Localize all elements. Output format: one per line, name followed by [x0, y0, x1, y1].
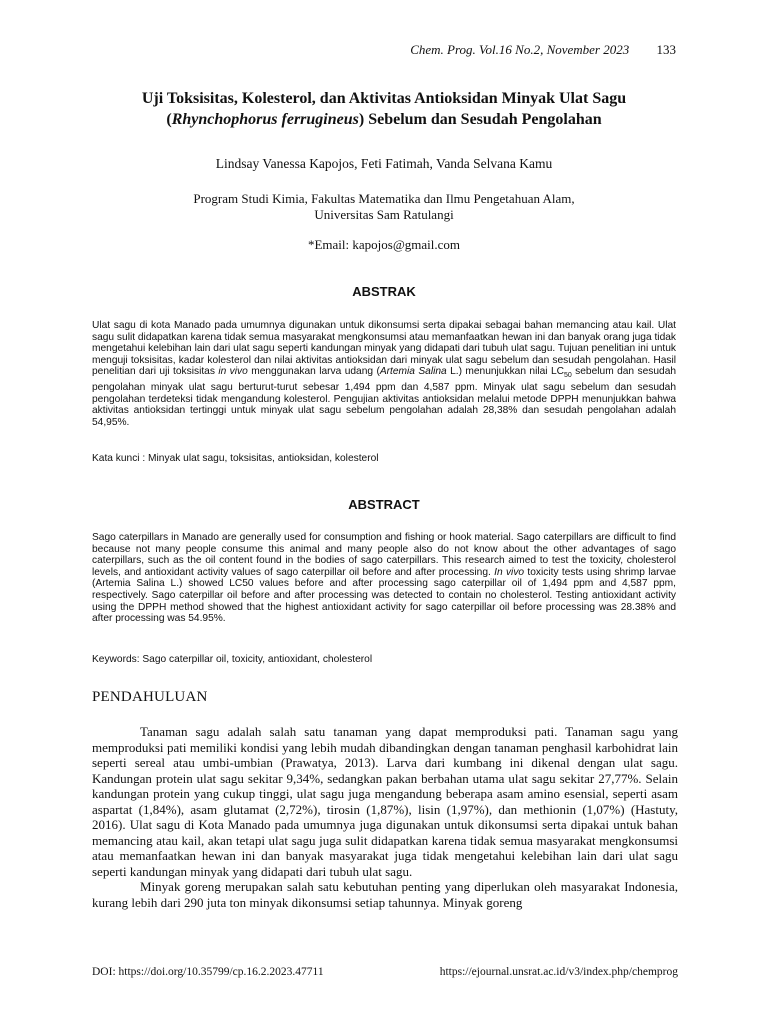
abstrak-heading: ABSTRAK: [352, 284, 416, 299]
journal-url-link[interactable]: https://ejournal.unsrat.ac.id/v3/index.php/chemprog: [439, 966, 678, 978]
abstract-keywords: Keywords: Sago caterpillar oil, toxicity, antioxidant, cholesterol: [92, 654, 373, 665]
pendahuluan-body: [92, 724, 678, 910]
title-line-2: [60, 109, 708, 130]
abstrak-keywords: Kata kunci : Minyak ulat sagu, toksisitas, antioksidan, kolesterol: [92, 453, 379, 464]
corresponding-email: *Email: kapojos@gmail.com: [307, 237, 461, 252]
title-paren: (: [166, 111, 172, 128]
abstract-body: [92, 532, 676, 625]
pendahuluan-paragraph-1: Tanaman sagu adalah salah satu tanaman yang dapat memproduksi pati. Tanaman sagu yang memproduksi pati memiliki kondisi yang lebih mudah dibandingkan dengan tanaman penghasil karbohidrat lain seperti sereal atau umbi-umbian (Prawatya, 2013). Larva dari kumbang ini dikenal dengan ulat sagu. Kandungan protein ulat sagu sekitar 9,34%, sedangkan pakan berbahan utama ulat sagu sekitar 27,77%. Selain kandungan protein yang cukup tinggi, ulat sagu juga mengandung beberapa asam amino esensial, seperti asam aspartat (1,84%), asam glutamat (2,72%), tirosin (1,87%), lisin (1,97%), dan methionin (1,07%) (Hastuty, 2016). Ulat sagu di Kota Manado pada umumnya juga digunakan untuk dikonsumsi serta dipakai untuk bahan memancing atau kail, akan tetapi ulat sagu juga sulit didapatkan karena tidak semua masyarakat mengkonsumsi atau memanfaatkan hewan ini dan banyak masyarakat juga tidak mengetahui kelebihan lain dari ulat sagu seperti kandungan minyak yang didapati dari tubuh ulat sagu.: [92, 724, 678, 879]
pendahuluan-heading: PENDAHULUAN: [92, 689, 208, 705]
abstrak-artemia: Artemia Salina: [379, 366, 447, 378]
pendahuluan-paragraph-2: Minyak goreng merupakan salah satu kebutuhan penting yang diperlukan oleh masyarakat Indonesia, kurang lebih dari 290 juta ton minyak dikonsumsi setiap tahunnya. Minyak goreng: [92, 879, 678, 910]
abstrak-invivo: in vivo: [218, 366, 248, 378]
abstrak-text-4: sebelum dan sesudah pengolahan minyak ulat sagu berturut-turut sebesar 1,494 ppm dan 4,587 ppm. Minyak ulat sagu sebelum dan sesudah pengolahan terdeteksi tidak mengandung kolesterol. Pengujian aktivitas antioksidan melalui metode DPPH menunjukkan bahwa aktivitas antioksidan tertinggi untuk minyak ulat sagu sebelum pengolahan adalah 28,38% dan sesudah pengolahan adalah 54,95%.: [92, 366, 677, 428]
abstract-text-2: toxicity tests using shrimp larvae (Artemia Salina L.) showed LC50 values before and after processing sago caterpillar oil of 1,494 ppm and 4,587 ppm, respectively. Sago caterpillar oil before and after processing was detected to contain no cholesterol. Testing antioxidant activity using the DPPH method showed that the highest antioxidant activity for sago caterpillar oil before processing was 28.38% and after processing was 54.95%.: [92, 566, 676, 625]
abstrak-lc-subscript: 50: [563, 372, 572, 380]
page-footer: [92, 966, 678, 978]
abstrak-body: [92, 320, 676, 428]
affiliation-line-2: Universitas Sam Ratulangi: [314, 207, 454, 222]
abstract-invivo: In vivo: [494, 566, 525, 578]
abstract-text-1: Sago caterpillars in Manado are generally used for consumption and fishing or hook material. Sago caterpillars are difficult to find because not many people consume this animal and many people also do not know about the other advantages of sago caterpillars, such as the oil content found in the bodies of sago caterpillars. This research aimed to test the toxicity, cholesterol levels, and antioxidant activity values of sago caterpillar oil before and after processing.: [92, 532, 676, 578]
affiliation: [0, 191, 768, 223]
paper-title: [60, 88, 708, 130]
affiliation-line-1: Program Studi Kimia, Fakultas Matematika dan Ilmu Pengetahuan Alam,: [193, 191, 575, 206]
doi-link[interactable]: DOI: https://doi.org/10.35799/cp.16.2.2023.47711: [92, 966, 324, 978]
title-species: Rhynchophorus ferrugineus: [171, 111, 359, 128]
title-line-1: Uji Toksisitas, Kolesterol, dan Aktivitas Antioksidan Minyak Ulat Sagu: [141, 90, 627, 107]
abstrak-text-1: Ulat sagu di kota Manado pada umumnya digunakan untuk dikonsumsi serta dipakai sebagai bahan memancing atau kail. Ulat sagu sulit didapatkan karena tidak semua masyarakat mengkonsumsi atau memanfaatkan hewan ini dan banyak orang juga tidak mengetahui kelebihan lain dari ulat sagu seperti kandungan minyak yang didapati dari tubuh ulat sagu. Tujuan penelitian ini untuk menguji toksisitas, kadar kolesterol dan nilai aktivitas antioksidan dari minyak ulat sagu sebelum dan sesudah pengolahan. Hasil penelitian dari uji toksisitas: [92, 320, 676, 378]
journal-citation: Chem. Prog. Vol.16 No.2, November 2023: [410, 42, 630, 57]
page-number: 133: [656, 42, 676, 57]
author-list: Lindsay Vanessa Kapojos, Feti Fatimah, Vanda Selvana Kamu: [215, 156, 553, 171]
abstrak-text-2: menggunakan larva udang (: [247, 366, 380, 378]
abstract-heading: ABSTRACT: [348, 497, 420, 512]
running-header: [410, 42, 676, 58]
abstrak-text-3: L.) menunjukkan nilai LC: [446, 366, 564, 378]
title-line-2-rest: ) Sebelum dan Sesudah Pengolahan: [358, 111, 602, 128]
